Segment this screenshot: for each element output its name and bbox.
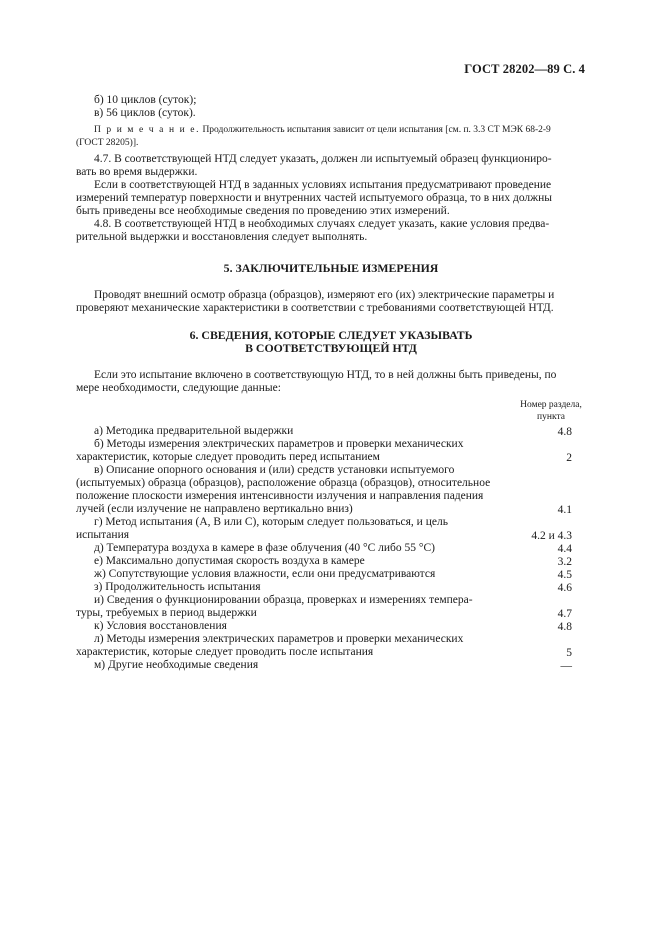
list-item-line: лучей (если излучение не направлено вертикально вниз) [76,503,353,515]
paragraph-line: Если это испытание включено в соответствующую НТД, то в ней должны быть приведены, по [94,369,557,381]
list-item-number: 4.1 [557,503,572,516]
section-5-paragraph [76,289,586,315]
page-header: ГОСТ 28202—89 С. 4 [464,62,585,76]
list-item-line: в) Описание опорного основания и (или) средств установки испытуемого [94,464,455,476]
column-header-line-2: пункта [537,412,565,422]
list-item-number: 4.7 [557,607,572,620]
list-item-line: положение плоскости измерения интенсивности излучения и направления падения [76,490,484,502]
list-item-text [76,555,496,568]
list-item-line: б) Методы измерения электрических параметров и проверки механических [94,438,464,450]
paragraph-4-8 [76,218,586,244]
list-item-line: г) Метод испытания (А, В или С), которым следует пользоваться, и цель [94,516,448,528]
paragraph-line: рительной выдержки и восстановления следует выполнять. [76,231,368,243]
list-item-number: 2 [566,451,572,464]
paragraph-line: измерений температур поверхности и внутренних частей испытуемого образца, то в них должны [76,192,552,204]
list-item-text [76,594,496,620]
list-item-number: 5 [566,646,572,659]
list-item-line: д) Температура воздуха в камере в фазе облучения (40 °С либо 55 °С) [94,542,435,554]
list-item [76,659,586,672]
list-item-line: характеристик, которые следует проводить после испытания [76,646,374,658]
paragraph-line: быть приведены все необходимые сведения по проведению этих измерений. [76,205,450,217]
list-item-number: 4.4 [557,542,572,555]
list-item-line: к) Условия восстановления [94,620,227,632]
list-item-number: 4.2 и 4.3 [531,529,572,542]
paragraph-line: 4.8. В соответствующей НТД в необходимых случаях следует указать, какие условия предва- [94,218,550,230]
list-item-b: б) 10 циклов (суток); [94,94,197,106]
list-item-number: 3.2 [557,555,572,568]
list-item [76,542,586,555]
list-item-number: 4.8 [557,620,572,633]
list-item-line: л) Методы измерения электрических параметров и проверки механических [94,633,464,645]
section-6-title-line-2: В СООТВЕТСТВУЮЩЕЙ НТД [245,341,417,355]
paragraph-line: проверяют механические характеристики в соответствии с требованиями соответствующей НТД. [76,302,554,314]
column-header [76,399,586,425]
section-6-paragraph [76,369,586,395]
list-item-line: а) Методика предварительной выдержки [94,425,294,437]
column-header-line-1: Номер раздела, [520,400,582,410]
list-item [76,568,586,581]
note-prefix: П р и м е ч а н и е. [94,125,201,135]
list-item [76,633,586,659]
list-item-line: характеристик, которые следует проводить перед испытанием [76,451,380,463]
list-item-line: ж) Сопутствующие условия влажности, если они предусматриваются [94,568,436,580]
list-item-number: 4.6 [557,581,572,594]
list-item-text [76,438,496,464]
list-item-text [76,425,496,438]
list-item-text [76,464,496,516]
list-item-line: и) Сведения о функционировании образца, проверках и измерениях темпера- [94,594,473,606]
requirements-list [76,425,586,672]
paragraph-4-7 [76,153,586,218]
list-item-line: (испытуемых) образца (образцов), расположение образца (образцов), относительное [76,477,491,489]
list-item [76,581,586,594]
paragraph-line: Проводят внешний осмотр образца (образцов), измеряют его (их) электрические параметры и [94,289,555,301]
list-item [76,464,586,516]
list-item-text [76,659,496,672]
list-item-line: з) Продолжительность испытания [94,581,261,593]
list-item [76,555,586,568]
list-item-v: в) 56 циклов (суток). [94,107,196,119]
page-content [76,94,586,672]
section-6-title-line-1: 6. СВЕДЕНИЯ, КОТОРЫЕ СЛЕДУЕТ УКАЗЫВАТЬ [189,328,473,342]
list-item-number: 4.8 [557,425,572,438]
note [76,124,586,150]
paragraph-line: Если в соответствующей НТД в заданных условиях испытания предусматривают проведение [94,179,552,191]
paragraph-line: мере необходимости, следующие данные: [76,382,281,394]
list-item-line: испытания [76,529,130,541]
list-item-text [76,633,496,659]
list-item-number: 4.5 [557,568,572,581]
paragraph-line: вать во время выдержки. [76,166,198,178]
list-item-line: е) Максимально допустимая скорость воздуха в камере [94,555,365,567]
list-item-text [76,542,496,555]
list-item [76,425,586,438]
list-item-text [76,568,496,581]
list-item-line: м) Другие необходимые сведения [94,659,259,671]
list-item-text [76,516,496,542]
list-item-text [76,581,496,594]
note-text-2: (ГОСТ 28205)]. [76,138,139,148]
list-item [76,594,586,620]
paragraph-line: 4.7. В соответствующей НТД следует указать, должен ли испытуемый образец функциониро- [94,153,552,165]
section-5-title: 5. ЗАКЛЮЧИТЕЛЬНЫЕ ИЗМЕРЕНИЯ [223,261,439,275]
list-item-line: туры, требуемых в период выдержки [76,607,257,619]
list-item [76,438,586,464]
list-item-number: — [560,659,572,672]
list-item-text [76,620,496,633]
list-item [76,516,586,542]
note-text-1: Продолжительность испытания зависит от цели испытания [см. п. 3.3 СТ МЭК 68-2-9 [202,125,551,135]
list-item [76,620,586,633]
